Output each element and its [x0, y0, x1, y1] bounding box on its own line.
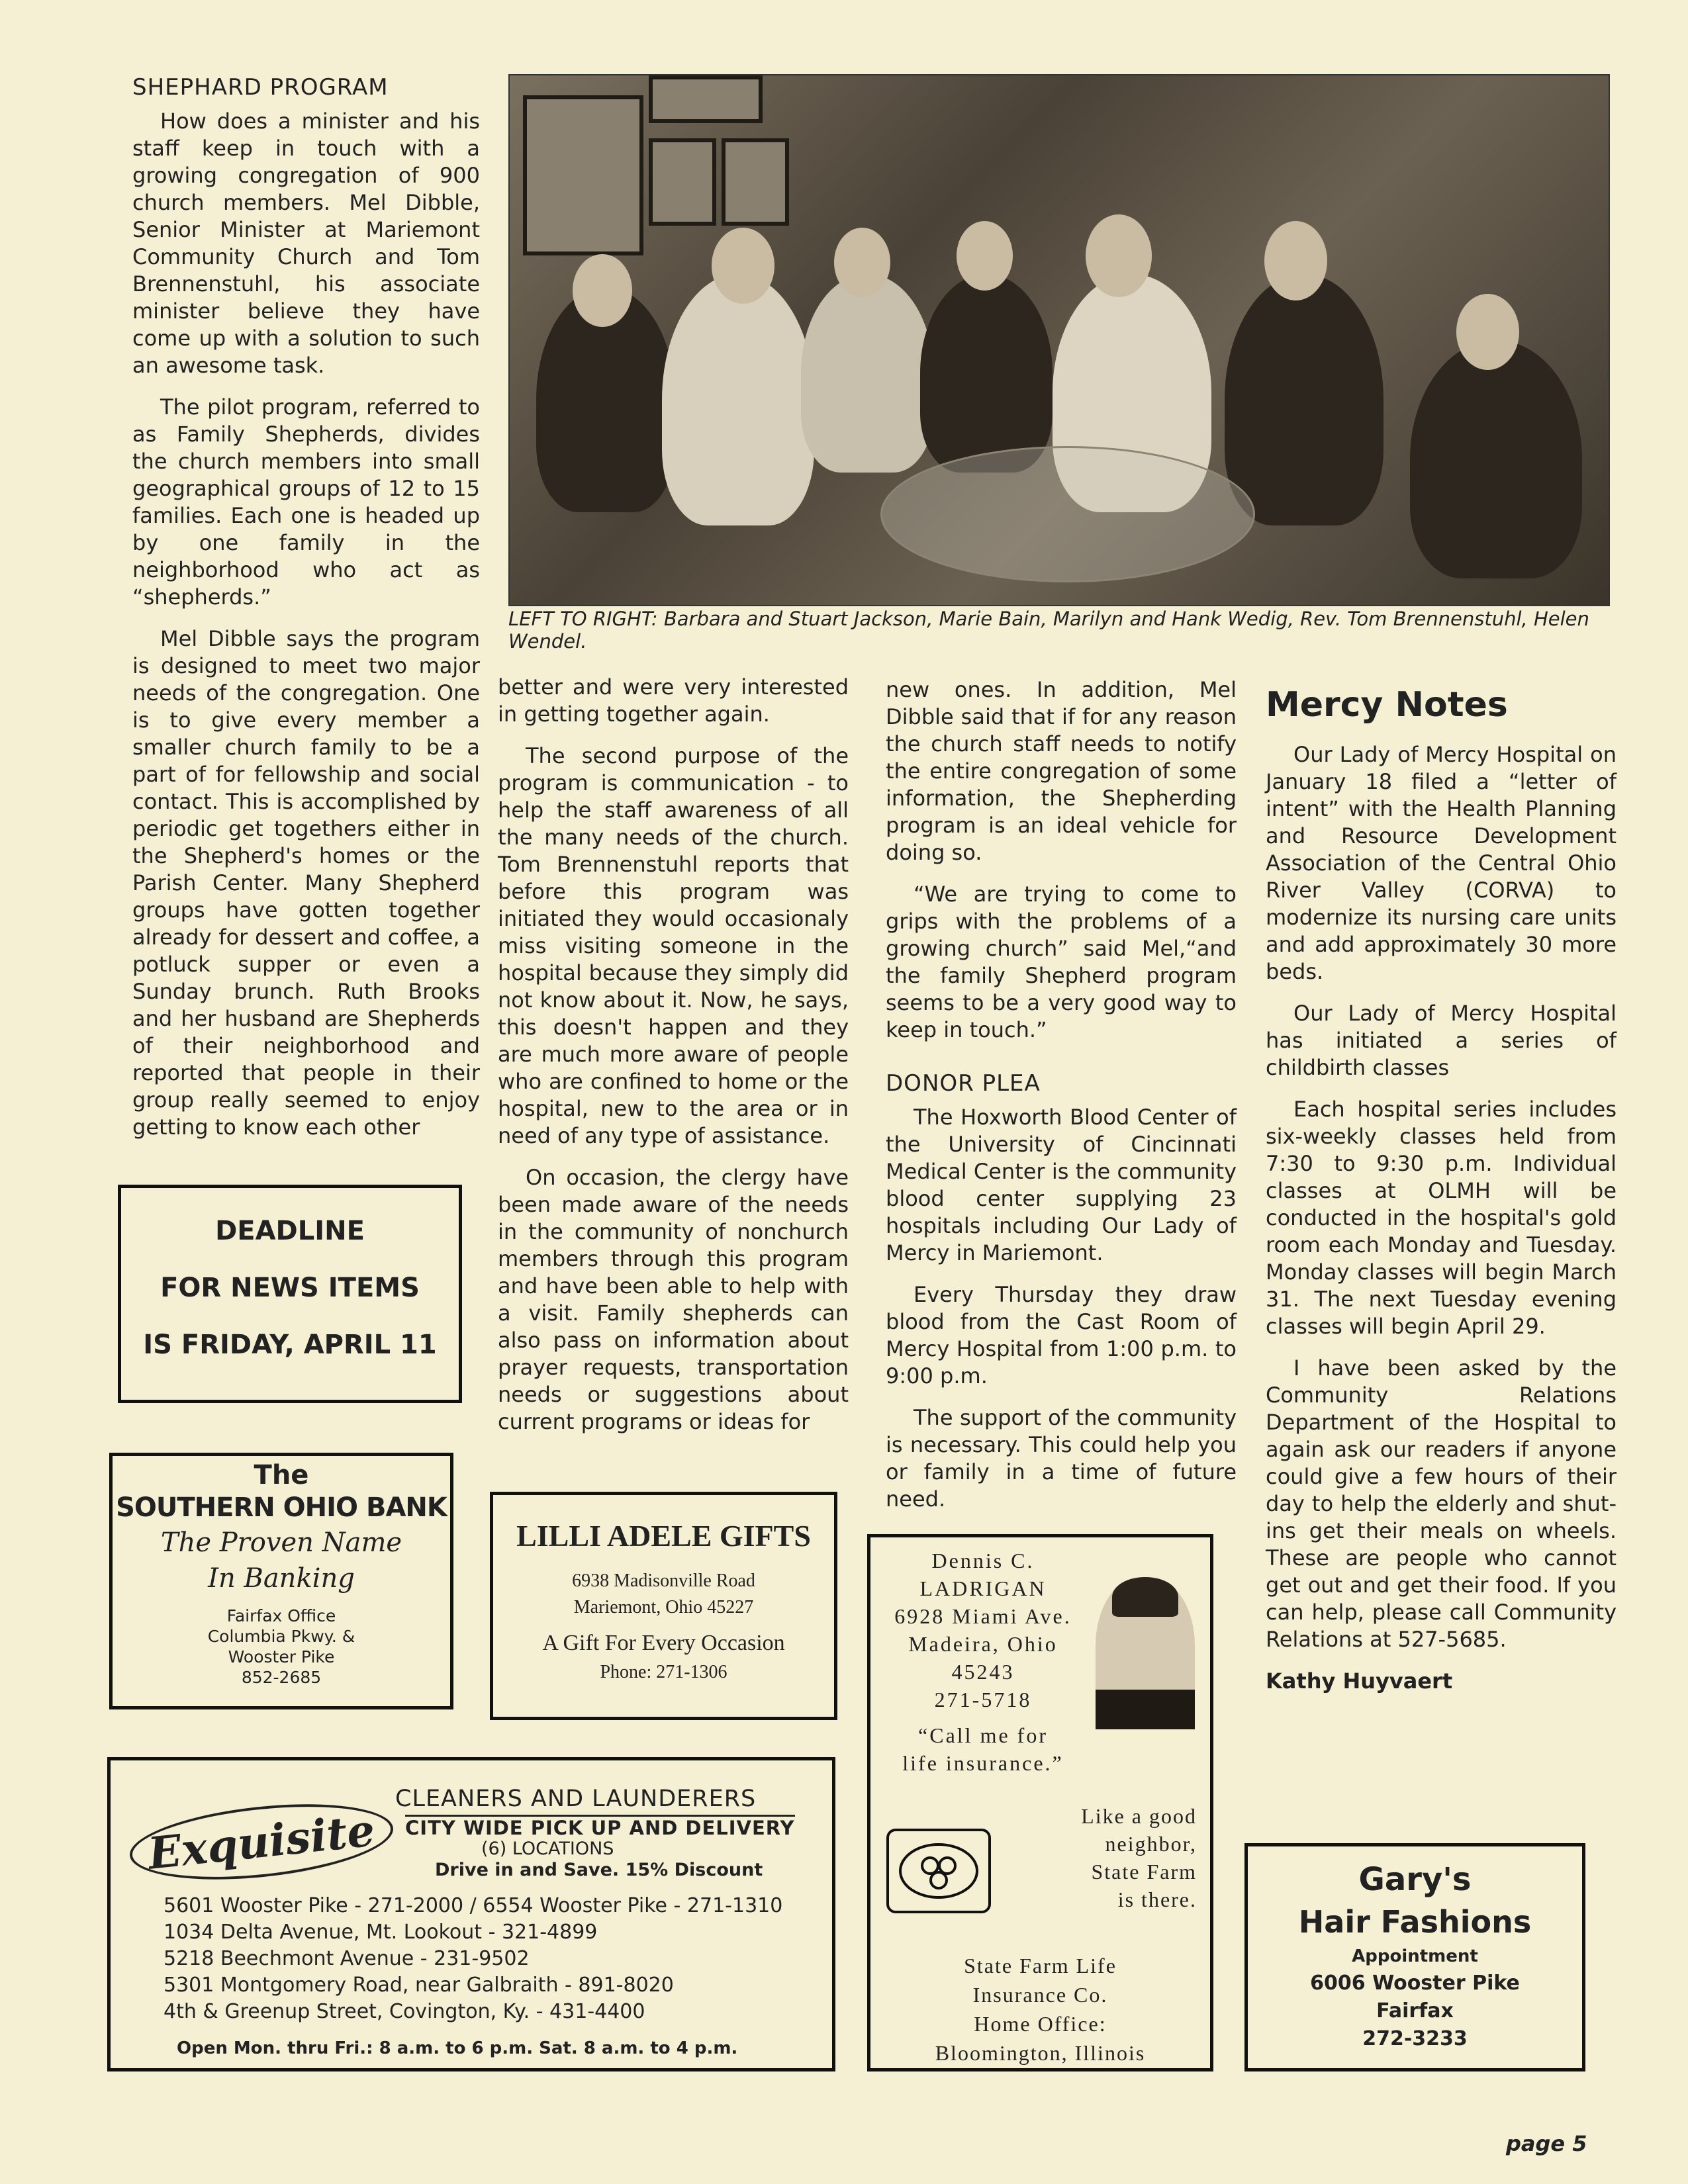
- cleaners-address: 5601 Wooster Pike - 271-2000 / 6554 Wooster Pike - 271-1310: [164, 1894, 783, 1917]
- article-paragraph: The pilot program, referred to as Family Shepherds, divides the church members into small geographical groups of 12 to 15 families. Each one is headed up by one family in the neighborhood who act as “shepherds.”: [132, 394, 480, 610]
- cleaners-address: 5301 Montgomery Road, near Galbraith - 891-8020: [164, 1974, 674, 1997]
- lilli-adele-ad: [490, 1492, 837, 1720]
- cleaners-address: 5218 Beechmont Avenue - 231-9502: [164, 1947, 530, 1970]
- article-paragraph: The second purpose of the program is communication - to help the staff awareness of all the many needs of the church. Tom Brennenstuhl reports that before this program was initiated they would occasionaly miss visiting someone in the hospital because they simply did not know about it. Now, he says, this doesn't happen and they are much more aware of people who are confined to home or the hospital, new to the area or in need of any type of assistance.: [498, 743, 849, 1148]
- state-farm-logo: [886, 1829, 991, 1913]
- lilli-phone: Phone: 271-1306: [600, 1662, 727, 1682]
- lilli-name: LILLI ADELE GIFTS: [516, 1519, 811, 1553]
- company-line: Bloomington, Illinois: [935, 2041, 1146, 2065]
- state-farm-ovals-icon: [889, 1831, 988, 1911]
- article-col-2: [498, 674, 849, 1450]
- slogan-line: State Farm: [1091, 1860, 1197, 1884]
- lilli-address-1: 6938 Madisonville Road: [572, 1570, 755, 1591]
- garys-ad: [1244, 1843, 1585, 2071]
- slogan-line: is there.: [1117, 1888, 1197, 1911]
- company-line: State Farm Life: [964, 1954, 1117, 1978]
- slogan: [1081, 1802, 1197, 1913]
- group-photo: [508, 74, 1610, 606]
- deadline-line-2: FOR NEWS ITEMS: [160, 1273, 420, 1303]
- agent-line: Madeira, Ohio: [908, 1632, 1058, 1656]
- article-paragraph: new ones. In addition, Mel Dibble said that if for any reason the church staff needs to notify the entire congregation of some information, the Shepherding program is an ideal vehicle for doing so.: [886, 677, 1237, 865]
- company-info: [870, 1951, 1210, 2068]
- cleaners-title: CLEANERS AND LAUNDERERS: [395, 1786, 757, 1812]
- agent-quote: “Call me for: [918, 1723, 1048, 1747]
- mercy-paragraph: Our Lady of Mercy Hospital on January 18 filed a “letter of intent” with the Health Planning and Resource Development Association of the Central Ohio River Valley (CORVA) to modernize its nursing care units and add approximately 30 more beds.: [1266, 742, 1617, 984]
- agent-portrait: [1096, 1577, 1195, 1729]
- article-paragraph: How does a minister and his staff keep in touch with a growing congregation of 900 church members. Mel Dibble, Senior Minister at Mariemont Community Church and Tom Brennenstuhl, his associate minister believe they have come up with a solution to such an awesome task.: [132, 109, 480, 378]
- cleaners-logo: Exquisite: [126, 1793, 397, 1890]
- lilli-address-2: Mariemont, Ohio 45227: [573, 1597, 754, 1617]
- cleaners-subtitle: CITY WIDE PICK UP AND DELIVERY: [405, 1815, 795, 1839]
- garys-phone: 272-3233: [1362, 2027, 1468, 2050]
- cleaners-locations: (6) LOCATIONS: [481, 1839, 614, 1859]
- bank-the: The: [254, 1460, 309, 1490]
- donor-paragraph: The support of the community is necessary. This could help you or family in a time of future need.: [886, 1405, 1237, 1512]
- bank-ad: [109, 1453, 453, 1709]
- article-paragraph: better and were very interested in getting together again.: [498, 674, 849, 727]
- agent-line: 45243: [951, 1660, 1015, 1684]
- garys-address: 6006 Wooster Pike: [1310, 1972, 1520, 1995]
- donor-paragraph: Every Thursday they draw blood from the Cast Room of Mercy Hospital from 1:00 p.m. to 9:00 p.m.: [886, 1282, 1237, 1388]
- donor-paragraph: The Hoxworth Blood Center of the University of Cincinnati Medical Center is the community blood center supplying 23 hospitals including Our Lady of Mercy in Mariemont.: [886, 1105, 1237, 1265]
- mercy-paragraph: Each hospital series includes six-weekly classes held from 7:30 to 9:30 p.m. Individual classes at OLMH will be conducted in the hospital's gold room each Monday and Tuesday. Monday classes will begin March 31. The next Tuesday evening classes will begin April 29.: [1266, 1097, 1617, 1339]
- bank-tagline-1: The Proven Name: [160, 1527, 402, 1558]
- garys-appointment: Appointment: [1352, 1946, 1478, 1966]
- cleaners-ad: [107, 1757, 835, 2071]
- mercy-paragraph: I have been asked by the Community Relations Department of the Hospital to again ask our readers if anyone could give a few hours of their day to help the elderly and shut-ins get their meals on wheels. These are people who cannot get out and get their food. If you can help, please call Community Relations at 527-5685.: [1266, 1355, 1617, 1652]
- mercy-heading: Mercy Notes: [1266, 685, 1508, 725]
- agent-quote: life insurance.”: [902, 1751, 1064, 1775]
- agent-line: LADRIGAN: [919, 1576, 1047, 1600]
- state-farm-ad: [867, 1534, 1213, 2071]
- article-paragraph: On occasion, the clergy have been made aware of the needs in the community of nonchurch members through this program and have been able to help with a visit. Family shepherds can also pass on information about prayer requests, transportation needs or suggestions about current programs or ideas for: [498, 1165, 849, 1434]
- bank-address-2: Wooster Pike: [228, 1647, 335, 1666]
- agent-line: 6928 Miami Ave.: [894, 1604, 1072, 1628]
- article-paragraph: “We are trying to come to grips with the problems of a growing church” said Mel,“and the family Shepherd program seems to be a very good way to keep in touch.”: [886, 882, 1237, 1042]
- slogan-line: neighbor,: [1105, 1832, 1197, 1856]
- agent-info: [877, 1547, 1089, 1777]
- agent-line: 271-5718: [934, 1688, 1032, 1711]
- donor-heading: DONOR PLEA: [886, 1070, 1041, 1097]
- cleaners-hours: Open Mon. thru Fri.: 8 a.m. to 6 p.m. Sat. 8 a.m. to 4 p.m.: [177, 2038, 738, 2058]
- agent-line: Dennis C.: [931, 1549, 1035, 1572]
- article-heading: SHEPHARD PROGRAM: [132, 74, 389, 101]
- deadline-line-3: IS FRIDAY, APRIL 11: [143, 1330, 437, 1360]
- bank-phone: 852-2685: [241, 1668, 322, 1687]
- mercy-author: Kathy Huyvaert: [1266, 1668, 1453, 1694]
- cleaners-address: 1034 Delta Avenue, Mt. Lookout - 321-4899: [164, 1921, 598, 1944]
- deadline-line-1: DEADLINE: [215, 1216, 365, 1246]
- article-paragraph: Mel Dibble says the program is designed to meet two major needs of the congregation. One is to give every member a smaller church family to be a part of for fellowship and social contact. This is accomplished by periodic get togethers either in the Shepherd's homes or the Parish Center. Many Shepherd groups have gotten together already for dessert and coffee, a potluck supper or even a Sunday brunch. Ruth Brooks and her husband are Shepherds of their neighborhood and reported that people in their group really seemed to enjoy getting to know each other: [132, 626, 480, 1140]
- slogan-line: Like a good: [1081, 1804, 1197, 1828]
- cleaners-address: 4th & Greenup Street, Covington, Ky. - 431-4400: [164, 2000, 645, 2023]
- garys-name: Gary's: [1358, 1861, 1472, 1898]
- mercy-notes-col: [1266, 682, 1617, 1695]
- garys-subtitle: Hair Fashions: [1298, 1904, 1532, 1940]
- mercy-paragraph: Our Lady of Mercy Hospital has initiated a series of childbirth classes: [1266, 1001, 1617, 1080]
- garys-city: Fairfax: [1376, 1999, 1454, 2023]
- article-col-1: [132, 74, 480, 1156]
- bank-office: Fairfax Office: [226, 1606, 336, 1625]
- bank-tagline-2: In Banking: [208, 1563, 355, 1594]
- page-number: page 5: [1506, 2131, 1587, 2156]
- company-line: Home Office:: [974, 2012, 1107, 2036]
- article-col-3: [886, 676, 1237, 1527]
- bank-address-1: Columbia Pkwy. &: [207, 1627, 355, 1646]
- cleaners-drive-in: Drive in and Save. 15% Discount: [435, 1860, 763, 1880]
- photo-caption: LEFT TO RIGHT: Barbara and Stuart Jackson, Marie Bain, Marilyn and Hank Wedig, Rev. Tom Brennenstuhl, Helen Wendel.: [508, 608, 1589, 653]
- lilli-tagline: A Gift For Every Occasion: [542, 1631, 785, 1655]
- bank-name: SOUTHERN OHIO BANK: [116, 1492, 447, 1523]
- deadline-box: [118, 1185, 462, 1403]
- cleaners-address-list: [164, 1893, 782, 2025]
- company-line: Insurance Co.: [972, 1983, 1108, 2007]
